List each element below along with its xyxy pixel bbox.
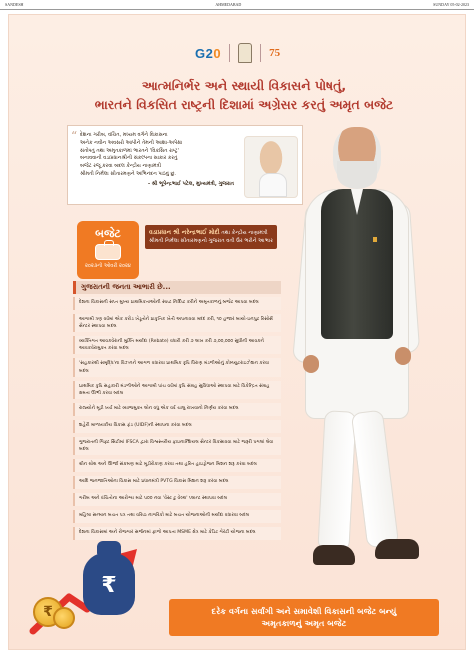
growth-illustration [29,527,159,637]
intro-highlight: વડાપ્રધાન શ્રી નરેન્દ્રભાઈ મોદી [149,229,220,236]
pm-figure [281,127,433,582]
list-item: દેશના વિકાસની સપ્ત મુખ્ય પ્રાથમિકતાઓની સ્પષ્ટ નિર્દિષ્ટ કરીને અમૃતકાળનું બજેટ આપવા બદલ [73,297,281,310]
tagline-banner [169,599,439,636]
badge-subtitle: ૨૦૨૩ની ઓવરી ૨૦૨૪ [84,263,131,269]
quote-mark-icon: “ [71,129,78,143]
section-title: ગુજરાતની જનતા આભારી છે... [73,281,281,294]
quote-line: શ્રીમતી નિર્મલા સીતારમણને અભિનંદન પાઠવું છું. [80,170,176,177]
lapel-pin-icon [373,237,377,242]
figure-hand-right [395,347,411,365]
list-item: ગરીબ અને વંચિતોના આરોગ્ય માટે ૫૦૦ નવા 'વેસ્ટ ટુ વેલ્થ' પ્લાન્ટ સ્થાપવા બદલ [73,493,281,506]
list-item: આદિ જનજાતિઓના વિકાસ માટે પ્રધાનમંત્રી PVTG વિકાસ મિશન શરૂ કરવા બદલ [73,476,281,489]
figure-beard [337,161,377,189]
list-item: શહેરી માળખાકીય વિકાસ ફંડ (UIDF)ની સ્થાપના કરવા બદલ [73,420,281,433]
masthead-right: SUNDAY 05-02-2023 [433,2,469,7]
figure-leg-right [351,410,399,549]
masthead-center: AHMEDABAD [215,2,242,7]
headline [79,77,409,115]
headline-line-2: ભારતને વિકસિત રાષ્ટ્રની દિશામાં અગ્રેસર કરતું અમૃત બજેટ [94,96,394,112]
quote-line: દેશના ગરીબ, વંચિત, મધ્યમ વર્ગને વિકાસના [80,132,168,138]
state-emblem-icon [238,43,252,63]
budget-badge [77,221,139,279]
briefcase-icon [95,244,121,260]
list-item: ગ્રીન ગ્રોથ અને ઊર્જા સંક્રમણ માટે મૂડીરોકાણ કરવા તથા હરિત હાઇડ્રોજન મિશન શરૂ કરવા બદલ [73,459,281,472]
tagline-line-1: દરેક વર્ગના સર્વાંગી અને સમાવેશી વિકાસની બજેટ બન્યું [211,606,397,616]
list-item: આગામી ત્રણ વર્ષમાં એક કરોડ ખેડૂતોને પ્રાકૃતિક ખેતી અપનાવવા મદદ કરી, ૧૦ હજાર બાયો-ઇનપુટ રિસોર્સ સેન્ટર સ્થાપવા બદલ [73,314,281,332]
money-bag-icon: ₹ [83,553,135,615]
figure-shoe-right [375,539,419,559]
headline-line-1: આત્મનિર્ભર અને સ્થાયી વિકાસને પોષતું, [141,78,347,93]
logo-row [195,43,280,63]
figure-shoe-left [313,545,355,565]
logo-divider [260,44,261,62]
list-item: વ્યક્તિગત આવકવેરાની મુક્તિ મર્યાદા (Rebate) વધારી કરી ૭ લાખ કરી ૭,૦૦,૦૦૦ સુધીની આવકને આવકવેરામુક્ત કરવા બદલ [73,336,281,354]
thanks-intro [145,225,277,249]
intro-text: તથા કેન્દ્રીય નાણામંત્રી શ્રીમતી નિર્મલા સીતારમણનો ગુજરાત વતી ઉર ભરીને આભાર [149,230,273,244]
list-item: રાજ્યોને મૂડી ખર્ચ માટે વ્યાજમુક્ત લોન વધુ એક વર્ષ ચાલુ રાખવાનો નિર્ણય કરવા બદલ [73,403,281,416]
azadi-logo: 75 [269,47,281,59]
badge-title: બજેટ [95,227,121,240]
thanks-list [73,297,281,544]
list-item: પ્રાથમિક કૃષિ સહકારી મંડળીઓને આગામી પાંચ વર્ષમાં કૃષિ સંગ્રહ સુવિધાઓ સ્થાપવા માટે વિકેન્દ્રિત સંગ્રહ ક્ષમતા ઊભી કરવા બદલ [73,381,281,399]
masthead-left: SANDESH [5,2,24,7]
list-item: 'સહકારથી સમૃદ્ધિ'ના વિઝનને આગળ વધારવા પ્રાથમિક કૃષિ ધિરાણ મંડળીઓનું કોમ્પ્યુટરાઇઝેશન કરવા બદલ [73,358,281,376]
figure-jacket [321,189,393,339]
masthead-strip [0,0,474,10]
quote-line: સંતોષતું તથા અમૃતકાળમાં ભારતને 'વિકસિત રાષ્ટ્ર' [80,147,179,154]
list-item: મહિલા સન્માન બચત પત્ર તથા વરિષ્ઠ નાગરિકો માટે બચત યોજનાઓની મર્યાદા વધારવા બદલ [73,510,281,523]
coin-icon: ₹ [33,597,63,627]
advertisement-page [8,14,466,650]
cm-quote-box [67,125,303,205]
figure-hand-left [303,355,319,373]
tagline-line-2: અમૃતકાળનું અમૃત બજેટ [261,618,347,629]
logo-divider [229,44,230,62]
g20-logo: G20 [195,45,222,61]
coin-icon [53,607,75,629]
quote-line: બજેટ રજૂ કરવા બદલ કેન્દ્રીય નાણામંત્રી [80,163,162,169]
quote-line: બનાવવાની વડાપ્રધાનશ્રીની સંકલ્પના સાકાર કરતું [80,155,178,162]
figure-leg-left [317,410,356,551]
list-item: દેશના વિકાસમાં અને રોજગાર સર્જનમાં ફાળો આપતા MSME ક્ષેત્ર માટે ક્રેડિટ ગેરંટી યોજના બદલ [73,527,281,540]
quote-line: અનેક નવીન અવસરો આપીને તેમની આશા-અપેક્ષા [80,139,183,146]
quote-signature: - શ્રી ભૂપેન્દ્રભાઈ પટેલ, મુખ્યમંત્રી, ગુજરાત [147,180,234,187]
list-item: ગુજરાતની ગિફ્ટ સિટીમાં IFSCA દ્વારા વિશ્વસ્તરીય ફાઇનાન્શિયલ સેન્ટર વિકસાવવા માટે જરૂરી પગલાં લેવા બદલ [73,437,281,455]
